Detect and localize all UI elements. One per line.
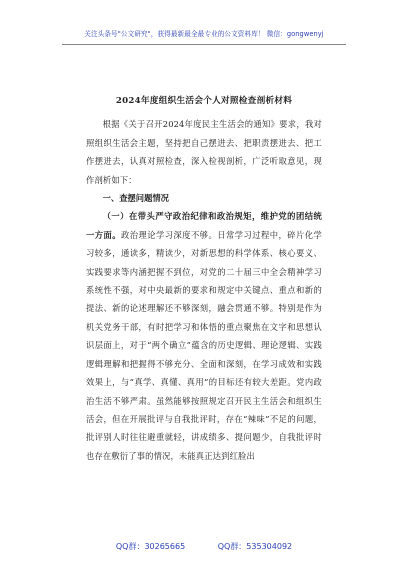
- document-title: 2024年度组织生活会个人对照检查剖析材料: [115, 96, 293, 106]
- promo-banner: 关注头条号"公文研究"，获得最新最全最专业的公文资料库！ 微信：gongwenyj: [84, 30, 324, 38]
- header-rule: [62, 44, 346, 45]
- page-footer: [0, 541, 408, 552]
- item-lead: （一）在带头严守政治纪律和政治规矩，维护党的团结统一方面。: [86, 211, 322, 240]
- item-paragraph: [86, 207, 322, 465]
- item-body: 政治理论学习深度不够。日常学习过程中，碎片化学习较多，通读多，精读少，对新思想的科学体系、核心要义、实践要求等内涵把握不到位，对党的二十届三中全会精神学习系统性不强，对中央最新的要求和规定中关键点、重点和新的提法、新的论述理解还不够深刻，融会贯通不够。特别是作为机关党务干部，有时把学习和体悟的重点聚焦在文字和思想认识层面上，对于“两个确立”蕴含的历史逻辑、理论逻辑、实践逻辑理解和把握得不够充分、全面和深刻，在学习成效和实践效果上，与“真学、真懂、真用”的目标还有较大差距。党内政治生活不够严肃。虽然能够按照规定召开民主生活会和组织生活会，但在开展批评与自我批评时，存在“辣味”不足的问题，批评别人时往往避重就轻，讲成绩多、提问题少，自我批评时也存在敷衍了事的情况，未能真正达到红脸出: [86, 229, 322, 461]
- section-heading: 一、查摆问题情况: [102, 193, 169, 204]
- intro-paragraph: 根据《关于召开2024年度民主生活会的通知》要求，我对照组织生活会主题，坚持把自己摆进去、把职责摆进去、把工作摆进去，认真对照检查，深入检视剖析，广泛听取意见，现作剖析如下：: [86, 119, 322, 185]
- document-body: [86, 92, 322, 465]
- qq-group-1: QQ群：30265665: [115, 542, 186, 551]
- page-header: [0, 0, 408, 60]
- qq-group-2: QQ群：535304092: [217, 542, 293, 551]
